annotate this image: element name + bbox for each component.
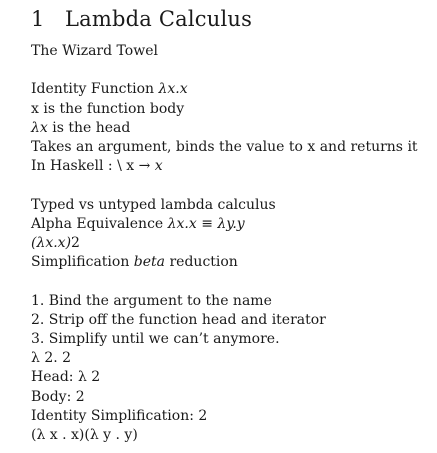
body-line: Body: 2 <box>31 388 85 405</box>
application-line <box>31 234 431 253</box>
list-item: 3. Simplify until we can’t anymore. <box>31 331 280 347</box>
section-number: 1 <box>31 7 45 31</box>
application-math: (λx.x) <box>31 235 72 251</box>
takes-argument-line: Takes an argument, binds the value to x and returns it <box>31 139 418 155</box>
simplification-line <box>31 253 431 272</box>
haskell-label: In Haskell : \ x <box>31 158 139 175</box>
section-title: Lambda Calculus <box>65 7 253 31</box>
section-heading <box>31 6 431 32</box>
function-head-text: is the head <box>47 119 131 136</box>
paragraph-gap <box>31 61 431 80</box>
alpha-equivalence-line <box>31 215 431 234</box>
head-line: Head: λ 2 <box>31 369 101 386</box>
simplification-suffix: reduction <box>165 254 238 271</box>
identity-function-line <box>31 80 431 99</box>
function-head-line <box>31 119 431 138</box>
function-body-line: x is the function body <box>31 100 185 117</box>
simplification-emphasis: beta <box>133 254 166 271</box>
function-head-math: λx <box>31 119 48 136</box>
identity-simplification-line: Identity Simplification: 2 <box>31 407 208 424</box>
paragraph-gap <box>31 176 431 195</box>
application-arg: 2 <box>71 235 80 251</box>
identity-function-label: Identity Function <box>31 81 159 98</box>
composition-line: (λ x . x)(λ y . y) <box>31 427 138 444</box>
list-item: 1. Bind the argument to the name <box>31 292 272 309</box>
typed-untyped-line: Typed vs untyped lambda calculus <box>31 196 276 213</box>
identity-function-math: λx.x <box>158 81 188 98</box>
subtitle-line: The Wizard Towel <box>31 43 158 59</box>
paragraph-gap <box>31 272 431 291</box>
simplification-label: Simplification <box>31 254 134 271</box>
haskell-line <box>31 157 431 176</box>
haskell-math: → x <box>138 158 163 175</box>
list-item: 2. Strip off the function head and iterator <box>31 311 326 328</box>
lambda-example-line: λ 2. 2 <box>31 350 72 367</box>
document-page <box>31 6 431 445</box>
alpha-equivalence-label: Alpha Equivalence <box>31 215 168 232</box>
alpha-equivalence-math: λx.x ≡ λy.y <box>167 215 245 232</box>
